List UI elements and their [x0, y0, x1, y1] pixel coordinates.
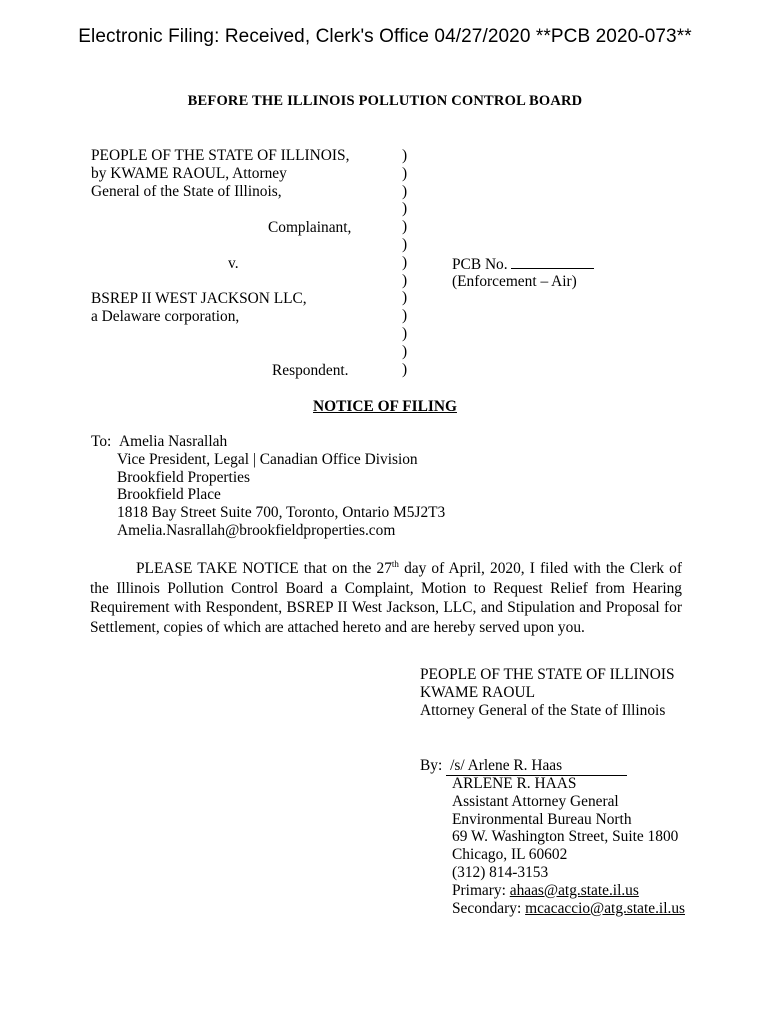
pcb-type: (Enforcement – Air) [452, 272, 577, 290]
by-label: By: [420, 757, 443, 774]
signature-header-line: KWAME RAOUL [420, 683, 535, 701]
secondary-email-link[interactable]: mcacaccio@atg.state.il.us [525, 899, 685, 917]
electronic-signature: /s/ Arlene R. Haas [446, 757, 627, 776]
to-prefix: To: [91, 433, 112, 450]
complainant-line: by KWAME RAOUL, Attorney [91, 164, 287, 182]
versus-label: v. [228, 255, 239, 272]
filing-stamp: Electronic Filing: Received, Clerk's Office 04/27/2020 **PCB 2020-073** [78, 26, 692, 47]
caption-paren: ) [402, 147, 408, 164]
recipient-name: Amelia Nasrallah [119, 433, 228, 450]
signature-header-line: Attorney General of the State of Illinois [420, 701, 666, 719]
recipient-line: Brookfield Properties [117, 468, 250, 486]
pcb-number-line [452, 255, 594, 273]
caption-paren: ) [402, 182, 408, 200]
notice-text-part1: PLEASE TAKE NOTICE that on the 27 [136, 560, 392, 577]
caption-paren: ) [402, 289, 408, 307]
primary-label: Primary: [452, 881, 506, 899]
caption-parentheses [402, 147, 407, 378]
pcb-number-blank [511, 255, 594, 269]
primary-email-link[interactable]: ahaas@atg.state.il.us [509, 881, 639, 899]
caption-paren: ) [402, 324, 408, 342]
caption-paren: ) [402, 235, 408, 253]
signer-bureau: Environmental Bureau North [452, 810, 632, 828]
secondary-email-line [452, 900, 685, 918]
recipient-line: Vice President, Legal | Canadian Office Division [117, 450, 418, 468]
notice-paragraph [90, 559, 682, 637]
board-heading: BEFORE THE ILLINOIS POLLUTION CONTROL BOARD [187, 93, 583, 109]
pcb-label: PCB No. [452, 256, 508, 273]
signer-details [452, 775, 685, 917]
signature-header-line: PEOPLE OF THE STATE OF ILLINOIS [420, 666, 675, 683]
complainant-block [91, 147, 349, 200]
signer-title: Assistant Attorney General [452, 792, 619, 810]
caption-paren: ) [402, 360, 408, 378]
secondary-label: Secondary: [452, 899, 522, 917]
caption-paren: ) [402, 253, 408, 271]
respondent-label: Respondent. [272, 362, 349, 379]
signature-by-line [420, 757, 627, 776]
complainant-line: General of the State of Illinois, [91, 182, 282, 200]
primary-email-line [452, 882, 685, 900]
recipient-block [91, 433, 445, 540]
signer-city: Chicago, IL 60602 [452, 846, 568, 864]
ordinal-suffix: th [391, 559, 399, 569]
recipient-email: Amelia.Nasrallah@brookfieldproperties.com [117, 521, 396, 539]
complainant-label: Complainant, [268, 219, 352, 236]
caption-paren: ) [402, 200, 408, 218]
notice-title: NOTICE OF FILING [313, 398, 457, 415]
respondent-line: a Delaware corporation, [91, 307, 240, 325]
respondent-block [91, 290, 307, 326]
signer-name: ARLENE R. HAAS [452, 775, 577, 792]
caption-paren: ) [402, 307, 408, 325]
caption-paren: ) [402, 164, 408, 182]
notice-text-part2: day of April, 2020, I filed with the Clerk of the Illinois Pollution Control Board a Complaint, Motion to Request Relief from Hearing Requirement with Respondent, BSREP II West Jackson, LLC, and Stipulation and Proposal for Settlement, copies of which are attached hereto and are hereby served upon you. [90, 560, 683, 636]
respondent-line: BSREP II WEST JACKSON LLC, [91, 290, 307, 307]
complainant-line: PEOPLE OF THE STATE OF ILLINOIS, [91, 147, 350, 164]
pcb-block [452, 255, 594, 291]
signer-phone: (312) 814-3153 [452, 863, 549, 881]
signer-street: 69 W. Washington Street, Suite 1800 [452, 828, 679, 846]
caption-paren: ) [402, 271, 408, 289]
recipient-name-line [91, 433, 445, 451]
signature-header [420, 666, 675, 719]
recipient-line: Brookfield Place [117, 486, 221, 504]
recipient-line: 1818 Bay Street Suite 700, Toronto, Ontario M5J2T3 [117, 504, 446, 522]
caption-paren: ) [402, 342, 408, 360]
caption-paren: ) [402, 218, 408, 236]
